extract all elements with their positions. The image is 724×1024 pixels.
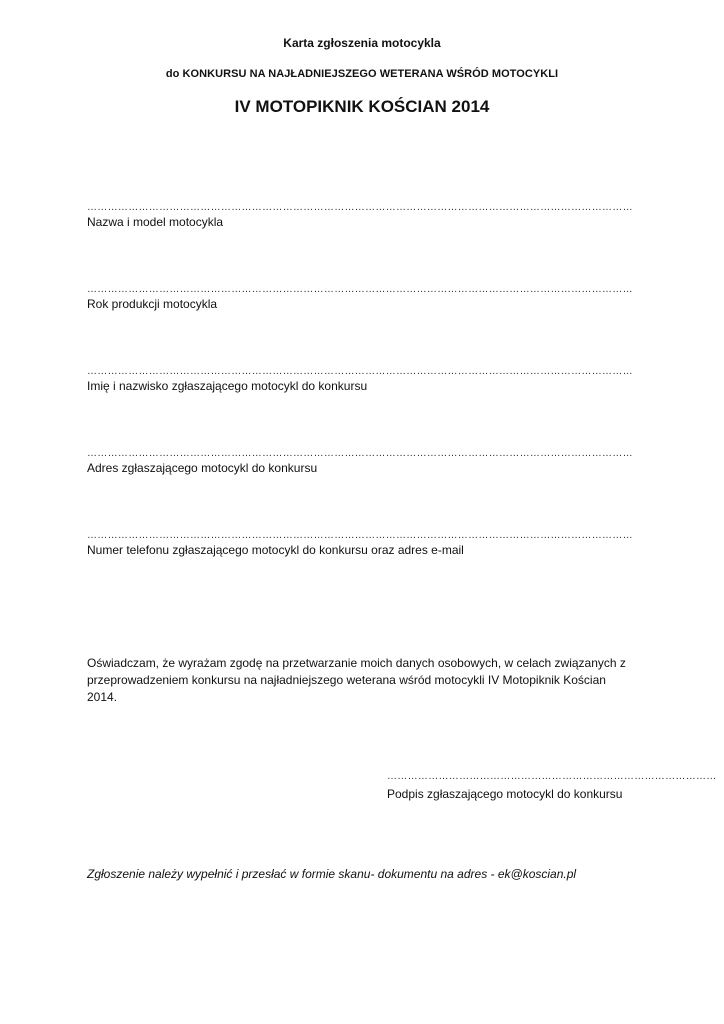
phone-email-line[interactable]: …………………………………………………………………………………………………………………………………………… — [87, 530, 633, 541]
applicant-name-line[interactable]: …………………………………………………………………………………………………………………………………………… — [87, 366, 633, 377]
contest-name: do KONKURSU NA NAJŁADNIEJSZEGO WETERANA WŚRÓD MOTOCYKLI — [165, 68, 559, 80]
phone-email-label: Numer telefonu zgłaszającego motocykl do konkursu oraz adres e-mail — [87, 543, 464, 557]
applicant-address-label: Adres zgłaszającego motocykl do konkursu — [87, 461, 318, 475]
event-name: IV MOTOPIKNIK KOŚCIAN 2014 — [234, 97, 490, 116]
motorcycle-name-label: Nazwa i model motocykla — [87, 215, 224, 229]
applicant-name-label: Imię i nazwisko zgłaszającego motocykl do konkursu — [87, 379, 368, 393]
production-year-label: Rok produkcji motocykla — [87, 297, 218, 311]
consent-statement: Oświadczam, że wyrażam zgodę na przetwarzanie moich danych osobowych, w celach związanych z przeprowadzeniem konkursu na najładniejszego weterana wśród motocykli IV Motopiknik Kościan 2014. — [87, 656, 626, 704]
production-year-line[interactable]: …………………………………………………………………………………………………………………………………………… — [87, 284, 633, 295]
motorcycle-name-line[interactable]: …………………………………………………………………………………………………………………………………………… — [87, 202, 633, 213]
signature-label: Podpis zgłaszającego motocykl do konkursu — [387, 787, 623, 801]
applicant-address-line[interactable]: …………………………………………………………………………………………………………………………………………… — [87, 448, 633, 459]
form-title: Karta zgłoszenia motocykla — [283, 36, 441, 50]
signature-line[interactable]: …………………………………………………………………………………… — [387, 771, 717, 782]
submission-instructions: Zgłoszenie należy wypełnić i przesłać w formie skanu- dokumentu na adres - ek@koscian.pl — [87, 867, 577, 881]
